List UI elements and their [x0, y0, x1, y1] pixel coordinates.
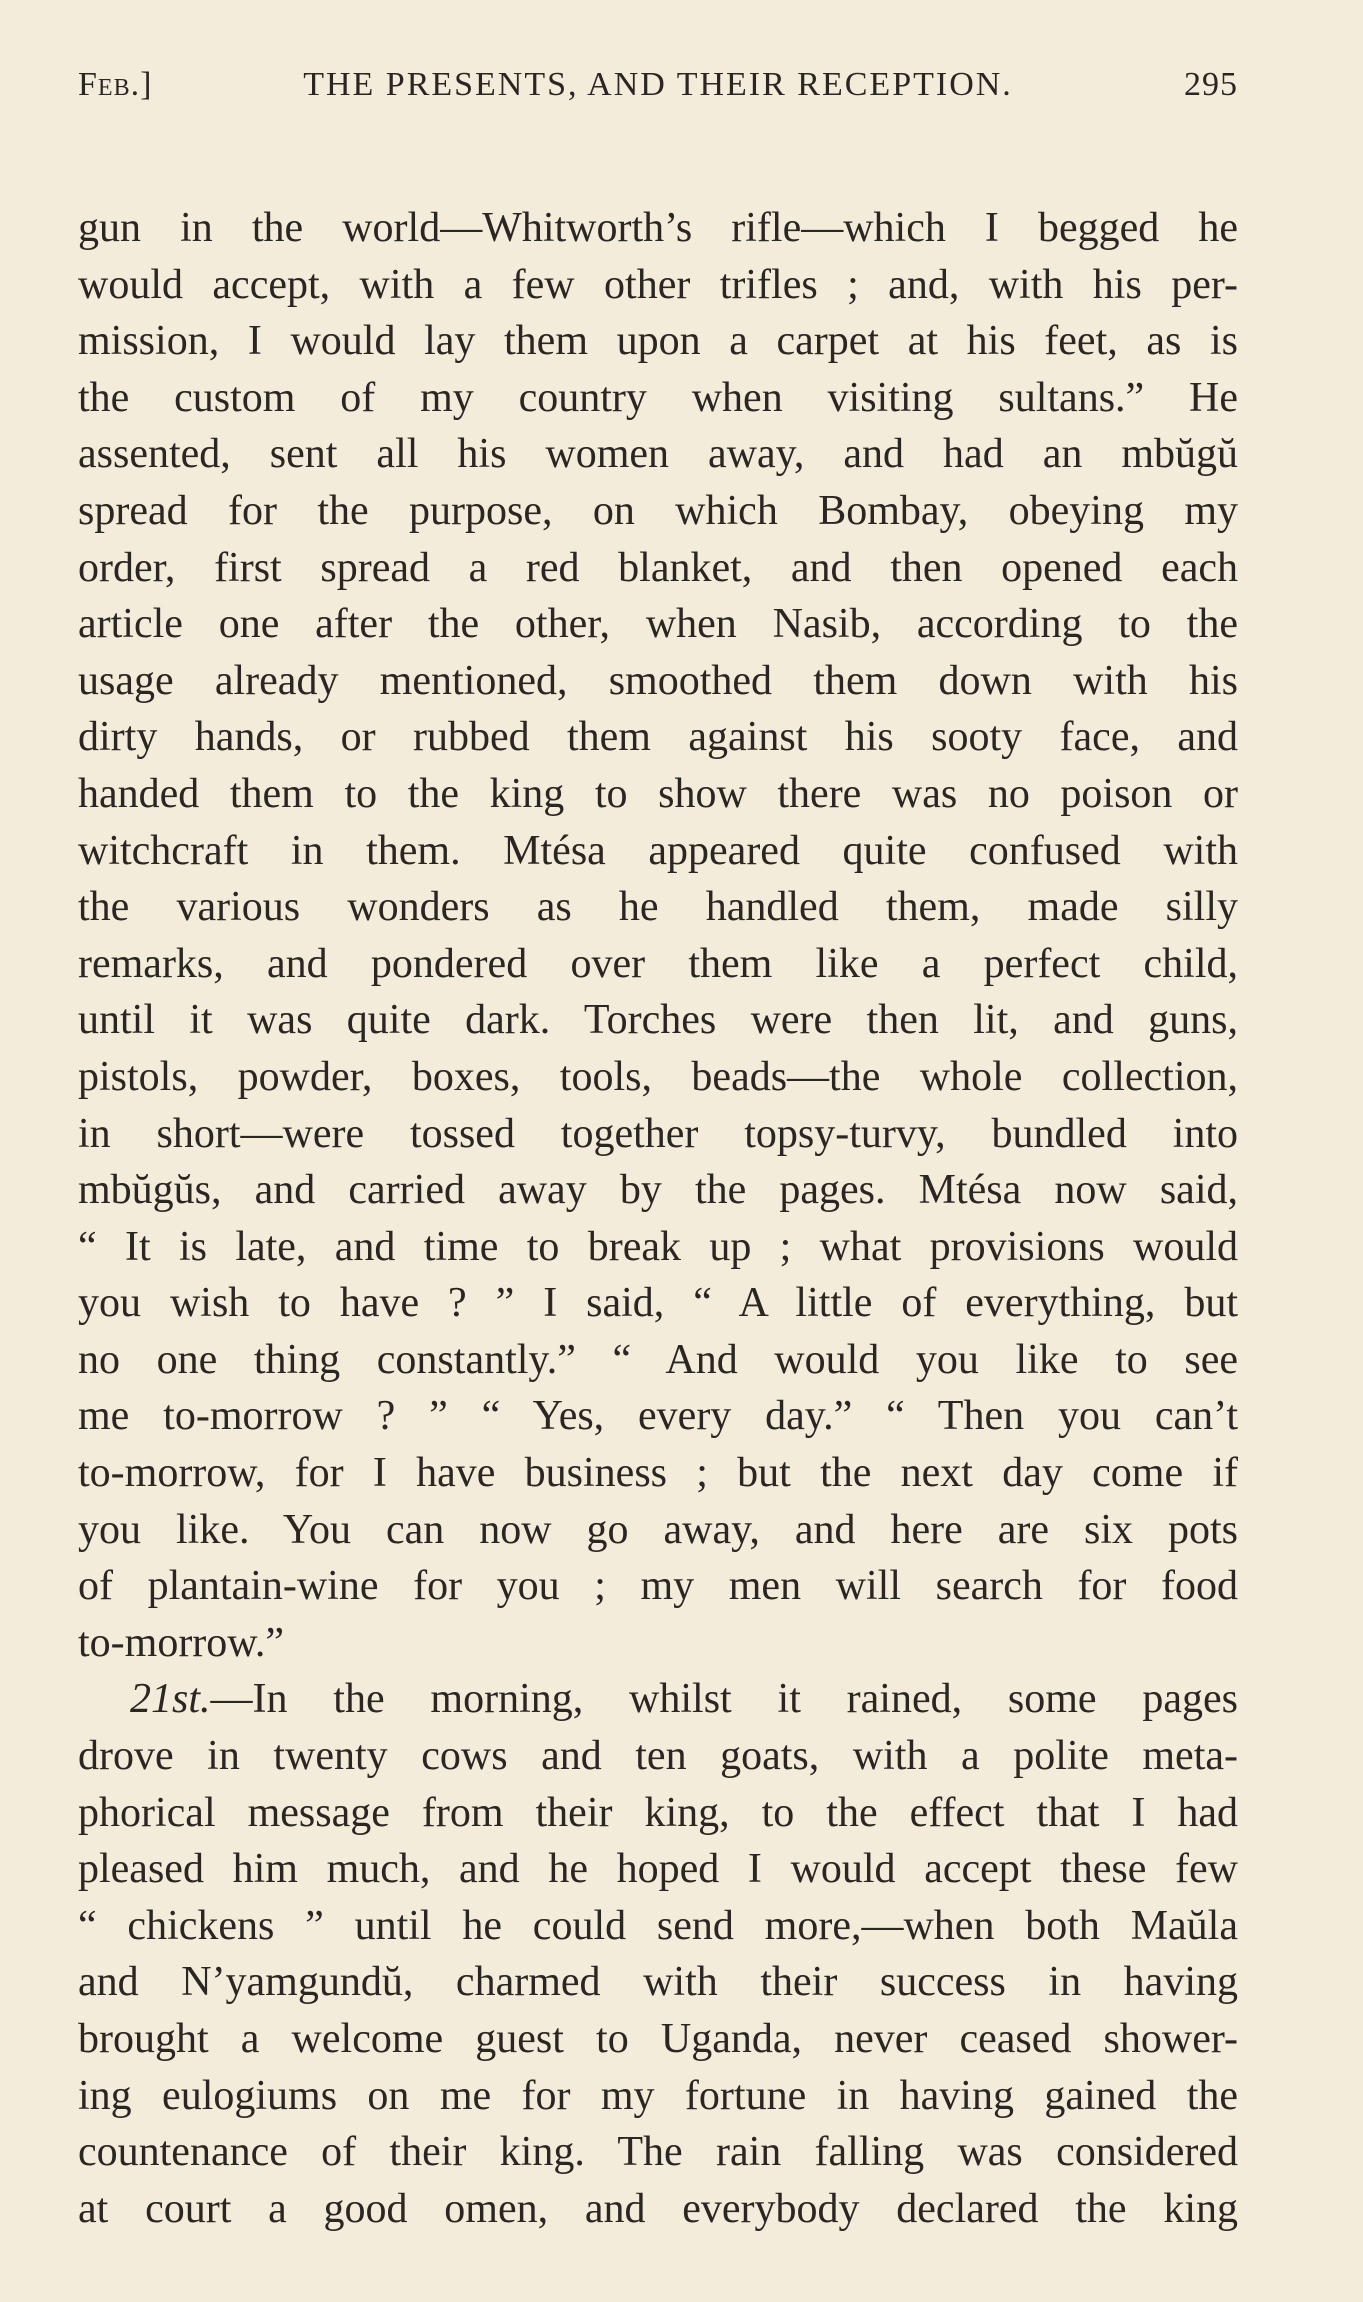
text-line: mission, I would lay them upon a carpet at his feet, as is	[78, 318, 1238, 365]
text-line: spread for the purpose, on which Bombay, obeying my	[78, 487, 1238, 534]
text-line: no one thing constantly.” “ And would you like to see	[78, 1336, 1238, 1383]
text-line: ing eulogiums on me for my fortune in having gained the	[78, 2072, 1238, 2119]
entry-date: 21st.	[130, 1676, 211, 1723]
text-line: assented, sent all his women away, and had an mbŭgŭ	[78, 431, 1238, 478]
text-line: at court a good omen, and everybody declared the king	[78, 2185, 1238, 2232]
text-line: mbŭgŭs, and carried away by the pages. Mtésa now said,	[78, 1167, 1238, 1214]
text-line: order, first spread a red blanket, and then opened each	[78, 544, 1238, 591]
entry-first-line	[78, 1671, 1238, 1728]
text-line: pleased him much, and he hoped I would accept these few	[78, 1846, 1238, 1893]
text-line: you wish to have ? ” I said, “ A little of everything, but	[78, 1280, 1238, 1327]
text-line: dirty hands, or rubbed them against his sooty face, and	[78, 714, 1238, 761]
text-line: me to-morrow ? ” “ Yes, every day.” “ Then you can’t	[78, 1393, 1238, 1440]
text-line: brought a welcome guest to Uganda, never ceased shower-	[78, 2016, 1238, 2062]
text-line: handed them to the king to show there was no poison or	[78, 770, 1238, 817]
text-line: countenance of their king. The rain falling was considered	[78, 2129, 1238, 2176]
text-line: until it was quite dark. Torches were then lit, and guns,	[78, 997, 1238, 1044]
text-line: phorical message from their king, to the effect that I had	[78, 1789, 1238, 1836]
text-line: and N’yamgundŭ, charmed with their success in having	[78, 1959, 1238, 2006]
entry-first-line-text: —In the morning, whilst it rained, some pages	[210, 1676, 1238, 1723]
text-line: would accept, with a few other trifles ; and, with his per-	[78, 261, 1238, 308]
text-line: usage already mentioned, smoothed them down with his	[78, 657, 1238, 704]
text-line: the custom of my country when visiting sultans.” He	[78, 374, 1238, 421]
header-month: Feb.]	[78, 66, 153, 103]
body-text	[78, 200, 1238, 2237]
text-line: drove in twenty cows and ten goats, with a polite meta-	[78, 1733, 1238, 1780]
text-line: remarks, and pondered over them like a perfect child,	[78, 940, 1238, 987]
text-line: pistols, powder, boxes, tools, beads—the whole collection,	[78, 1053, 1238, 1100]
page-number: 295	[1184, 66, 1238, 103]
book-page	[78, 58, 1238, 2258]
text-line: of plantain-wine for you ; my men will search for food	[78, 1563, 1238, 1610]
paragraph-last-line: to-morrow.”	[78, 1619, 285, 1666]
text-line: witchcraft in them. Mtésa appeared quite confused with	[78, 827, 1238, 874]
text-line: article one after the other, when Nasib, according to the	[78, 601, 1238, 648]
text-line: gun in the world—Whitworth’s rifle—which I begged he	[78, 205, 1238, 251]
running-head	[78, 58, 1238, 118]
chapter-title: THE PRESENTS, AND THEIR RECEPTION.	[303, 66, 1013, 103]
text-line: “ chickens ” until he could send more,—when both Maŭla	[78, 1902, 1238, 1949]
text-line: to-morrow, for I have business ; but the next day come if	[78, 1450, 1238, 1497]
text-line: in short—were tossed together topsy-turvy, bundled into	[78, 1110, 1238, 1157]
text-line: the various wonders as he handled them, made silly	[78, 884, 1238, 931]
text-line: “ It is late, and time to break up ; what provisions would	[78, 1223, 1238, 1270]
text-line: you like. You can now go away, and here are six pots	[78, 1506, 1238, 1553]
